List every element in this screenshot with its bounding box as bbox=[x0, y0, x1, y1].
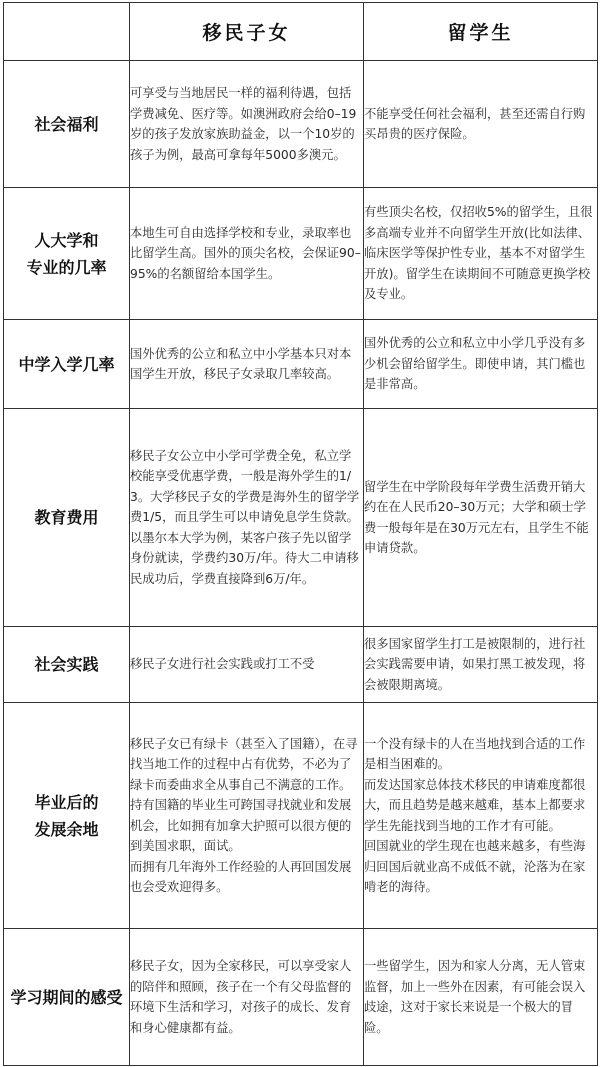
table-row bbox=[4, 627, 598, 703]
row-label: 毕业后的 发展余地 bbox=[4, 703, 130, 929]
table-row bbox=[4, 703, 598, 929]
row-label: 社会实践 bbox=[4, 627, 130, 703]
row-label: 教育费用 bbox=[4, 409, 130, 627]
student-cell: 一些留学生，因为和家人分离，无人管束监督，加上一些外在因素，有可能会误入歧途，这对于家长来说是一个极大的冒险。 bbox=[364, 929, 598, 1066]
header-immigrant-children: 移民子女 bbox=[130, 3, 364, 61]
header-row bbox=[4, 3, 598, 61]
immigrant-cell: 可享受与当地居民一样的福利待遇，包括学费减免、医疗等。如澳洲政府会给0–19岁的孩子发放家族助益金，以一个10岁的孩子为例，最高可拿每年5000多澳元。 bbox=[130, 61, 364, 188]
student-cell: 一个没有绿卡的人在当地找到合适的工作是相当困难的。 而发达国家总体技术移民的申请难度都很大，而且趋势是越来越难，基本上都要求学生先能找到当地的工作才有可能。 回国就业的学生现在也越来越多，有些海归回国后就业高不成低不就，沦落为在家啃老的海待。 bbox=[364, 703, 598, 929]
student-cell: 很多国家留学生打工是被限制的，进行社会实践需要申请，如果打黑工被发现，将会被限期离境。 bbox=[364, 627, 598, 703]
immigrant-cell: 本地生可自由选择学校和专业，录取率也比留学生高。国外的顶尖名校，会保证90–95%的名额留给本国学生。 bbox=[130, 188, 364, 320]
student-cell: 不能享受任何社会福利，甚至还需自行购买昂贵的医疗保险。 bbox=[364, 61, 598, 188]
table-row bbox=[4, 409, 598, 627]
row-label: 学习期间的感受 bbox=[4, 929, 130, 1066]
student-cell: 留学生在中学阶段每年学费生活费开销大约在在人民币20–30万元；大学和硕士学费一般每年是在30万元左右，且学生不能申请贷款。 bbox=[364, 409, 598, 627]
header-international-students: 留学生 bbox=[364, 3, 598, 61]
immigrant-cell: 国外优秀的公立和私立中小学基本只对本国学生开放，移民子女录取几率较高。 bbox=[130, 320, 364, 409]
table-row bbox=[4, 61, 598, 188]
table-row bbox=[4, 188, 598, 320]
student-cell: 有些顶尖名校，仅招收5%的留学生，且很多高端专业并不向留学生开放(比如法律、临床医学等保护性专业，基本不对留学生开放)。留学生在读期间不可随意更换学校及专业。 bbox=[364, 188, 598, 320]
immigrant-cell: 移民子女进行社会实践或打工不受 bbox=[130, 627, 364, 703]
row-label: 中学入学几率 bbox=[4, 320, 130, 409]
comparison-table bbox=[3, 2, 598, 1066]
row-label: 人大学和 专业的几率 bbox=[4, 188, 130, 320]
row-label: 社会福利 bbox=[4, 61, 130, 188]
immigrant-cell: 移民子女公立中小学可学费全免，私立学校能享受优惠学费，一般是海外学生的1/3。大学移民子女的学费是海外生的留学学费1/5，而且学生可以申请免息学生贷款。以墨尔本大学为例，某客户孩子先以留学身份就读，学费约30万/年。待大二申请移民成功后，学费直接降到6万/年。 bbox=[130, 409, 364, 627]
table-row bbox=[4, 320, 598, 409]
student-cell: 国外优秀的公立和私立中小学几乎没有多少机会留给留学生。即使申请，其门槛也是非常高。 bbox=[364, 320, 598, 409]
header-empty-cell bbox=[4, 3, 130, 61]
table-row bbox=[4, 929, 598, 1066]
immigrant-cell: 移民子女，因为全家移民，可以享受家人的陪伴和照顾，孩子在一个有父母监督的环境下生活和学习，对孩子的成长、发育和身心健康都有益。 bbox=[130, 929, 364, 1066]
immigrant-cell: 移民子女已有绿卡（甚至入了国籍），在寻找当地工作的过程中占有优势，不必为了绿卡而委曲求全从事自己不满意的工作。 持有国籍的毕业生可跨国寻找就业和发展机会，比如拥有加拿大护照可以很方便的到美国求职，面试。 而拥有几年海外工作经验的人再回国发展也会受欢迎得多。 bbox=[130, 703, 364, 929]
